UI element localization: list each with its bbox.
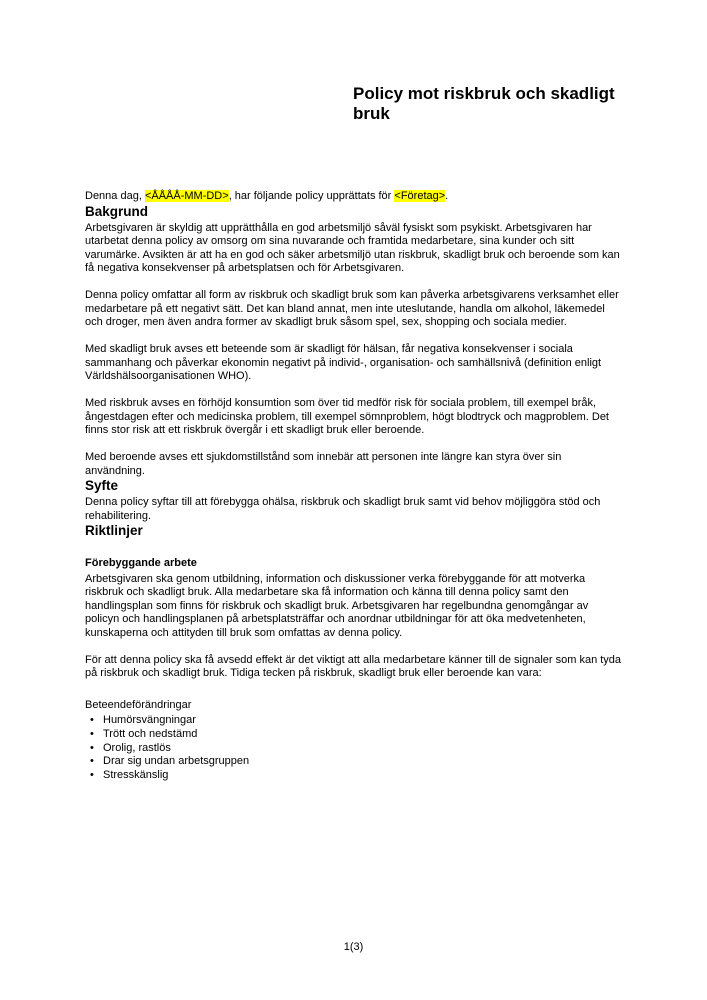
list-item-sign-2: • Trött och nedstämd xyxy=(85,728,623,742)
paragraph-bakgrund-5: Med beroende avses ett sjukdomstillstånd som innebär att personen inte längre kan styra över sin användning. xyxy=(85,451,562,477)
paragraph-bakgrund-3: Med skadligt bruk avses ett beteende som är skadligt för hälsan, får negativa konsekvenser i sociala sammanhang och påverkar ekonomin negativt på individ-, organisation- och samhällsnivå (definition enligt Världshälsoorganisationen WHO). xyxy=(85,343,602,382)
intro-text-3: . xyxy=(445,190,449,202)
list-item-sign-5: • Stresskänslig xyxy=(85,769,623,783)
page-number: 1(3) xyxy=(343,941,364,953)
paragraph-bakgrund-1: Arbetsgivaren är skyldig att upprätthålla en god arbetsmiljö såväl fysiskt som psykiskt. Arbetsgivaren har utarbetat denna policy av omsorg om sina nuvarande och framtida medarbetare, sina kunder och sitt varumärke. Avsikten är att ha en god och säker arbetsmiljö utan riskbruk, skadligt bruk och beroende som kan få negativa konsekvenser på arbetsplatsen och för Arbetsgivaren. xyxy=(85,221,620,274)
paragraph-bakgrund-2: Denna policy omfattar all form av riskbruk och skadligt bruk som kan påverka arbetsgivarens verksamhet eller medarbetare på ett negativt sätt. Det kan bland annat, men inte uteslutande, handla om alkohol, läkemedel och droger, men även andra former av skadligt bruk såsom spel, sex, shopping och sociala medier. xyxy=(85,289,619,328)
signs-list-label: Beteendeförändringar xyxy=(85,698,192,711)
section-heading-riktlinjer: Riktlinjer xyxy=(85,523,143,538)
paragraph-syfte-1: Denna policy syftar till att förebygga ohälsa, riskbruk och skadligt bruk samt vid behov möjliggöra stöd och rehabilitering. xyxy=(85,496,601,522)
company-placeholder: <Företag> xyxy=(394,190,446,202)
section-heading-syfte: Syfte xyxy=(85,478,119,493)
list-item-sign-1: • Humörsvängningar xyxy=(85,714,623,728)
section-heading-bakgrund: Bakgrund xyxy=(85,203,149,219)
document-title: Policy mot riskbruk och skadligt bruk xyxy=(353,84,615,123)
paragraph-bakgrund-4: Med riskbruk avses en förhöjd konsumtion som över tid medför risk för sociala problem, till exempel bråk, ångestdagen efter och medicinska problem, till exempel sömnproblem, högt blodtryck och magproblem. Det finns stor risk att ett riskbruk övergår i ett skadligt bruk eller beroende. xyxy=(85,397,609,436)
paragraph-riktlinjer-1: Arbetsgivaren ska genom utbildning, information och diskussioner verka förebyggande för att motverka riskbruk och skadligt bruk. Alla medarbetare ska få information och känna till denna policy samt den handlingsplan som finns för riskbruk och skadligt bruk. Arbetsgivaren har regelbundna genomgångar av policyn och handlingsplanen på arbetsplatsträffar och anordnar utbildningar för att öka medvetenheten, kunskaperna och attityden till bruk som omfattas av denna policy. xyxy=(85,572,589,639)
paragraph-riktlinjer-2: För att denna policy ska få avsedd effekt är det viktigt att alla medarbetare känner till de signaler som kan tyda på riskbruk och skadligt bruk. Tidiga tecken på riskbruk, skadligt bruk eller beroende kan vara: xyxy=(85,653,622,679)
list-item-sign-3: • Orolig, rastlös xyxy=(85,742,623,756)
subsection-heading-forebyggande-arbete: Förebyggande arbete xyxy=(85,557,197,569)
date-placeholder: <ÅÅÅÅ-MM-DD> xyxy=(144,190,229,202)
intro-text-1: Denna dag, xyxy=(85,190,145,202)
document-content xyxy=(0,84,707,783)
list-item-sign-4: • Drar sig undan arbetsgruppen xyxy=(85,755,623,769)
intro-line xyxy=(85,190,623,204)
signs-list xyxy=(85,714,623,783)
intro-text-2: , har följande policy upprättats för xyxy=(228,190,395,202)
